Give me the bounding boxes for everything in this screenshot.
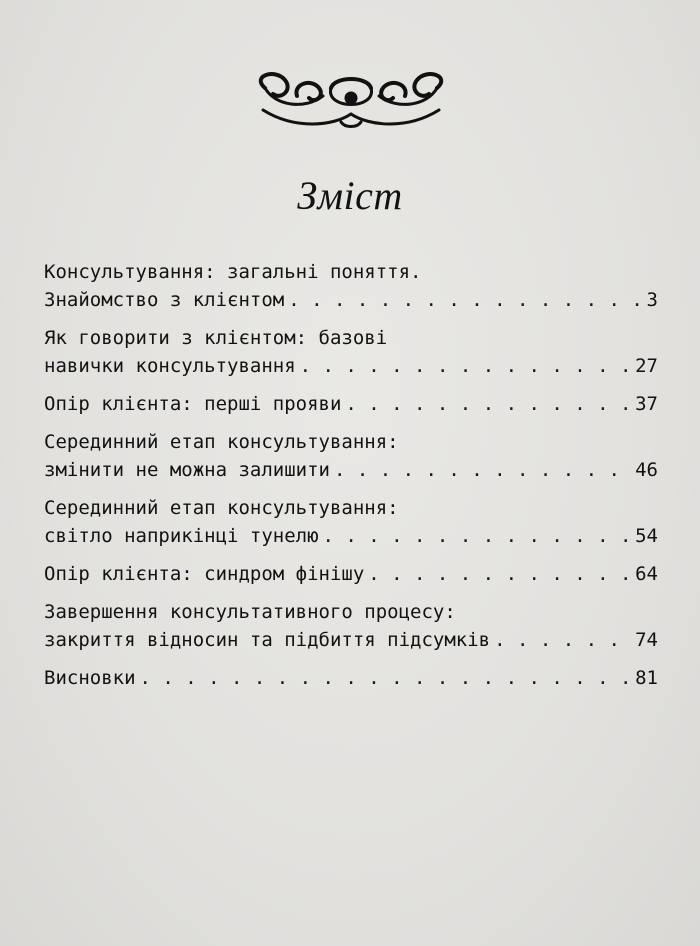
toc-entry [44, 428, 658, 484]
toc-page-number: 54 [635, 525, 658, 547]
dot-leader [334, 456, 631, 484]
dot-leader [345, 390, 631, 418]
toc-entry-title-line: Як говорити з клієнтом: базові [44, 327, 388, 349]
toc-entry-title-line: навички консультування [44, 355, 296, 377]
toc-page-number: 81 [635, 667, 658, 689]
toc-entry-title-line: світло наприкінці тунелю [44, 525, 319, 547]
toc-entry [44, 664, 658, 692]
toc-page-number: 37 [635, 393, 658, 415]
toc-page-number: 3 [646, 289, 658, 311]
toc-entry-title-line: Серединний етап консультування: [44, 431, 399, 453]
toc-entry [44, 390, 658, 418]
page-title: Зміст [297, 173, 403, 218]
toc-page-number: 27 [635, 355, 658, 377]
toc-entry [44, 494, 658, 550]
toc-entry-title-line: Консультування: загальні поняття. [44, 261, 422, 283]
toc-page-number: 46 [635, 459, 658, 481]
table-of-contents [44, 258, 658, 702]
toc-entry-title-line: Серединний етап консультування: [44, 497, 399, 519]
toc-entry-title-line: Опір клієнта: синдром фінішу [44, 563, 365, 585]
toc-entry-title-line: Завершення консультативного процесу: [44, 601, 456, 623]
dot-leader [300, 352, 631, 380]
toc-entry [44, 324, 658, 380]
toc-page-number: 64 [635, 563, 658, 585]
dot-leader [368, 560, 631, 588]
decorative-ornament-icon [245, 66, 457, 134]
toc-entry [44, 598, 658, 654]
toc-entry [44, 560, 658, 588]
dot-leader [140, 664, 632, 692]
dot-leader [288, 286, 642, 314]
toc-entry [44, 258, 658, 314]
toc-entry-title-line: Знайомство з клієнтом [44, 289, 285, 311]
toc-page-number: 74 [635, 629, 658, 651]
dot-leader [494, 626, 631, 654]
dot-leader [323, 522, 632, 550]
toc-entry-title-line: змінити не можна залишити [44, 459, 330, 481]
toc-entry-title-line: Опір клієнта: перші прояви [44, 393, 342, 415]
toc-entry-title-line: закриття відносин та підбиття підсумків [44, 629, 491, 651]
toc-entry-title-line: Висновки [44, 667, 136, 689]
